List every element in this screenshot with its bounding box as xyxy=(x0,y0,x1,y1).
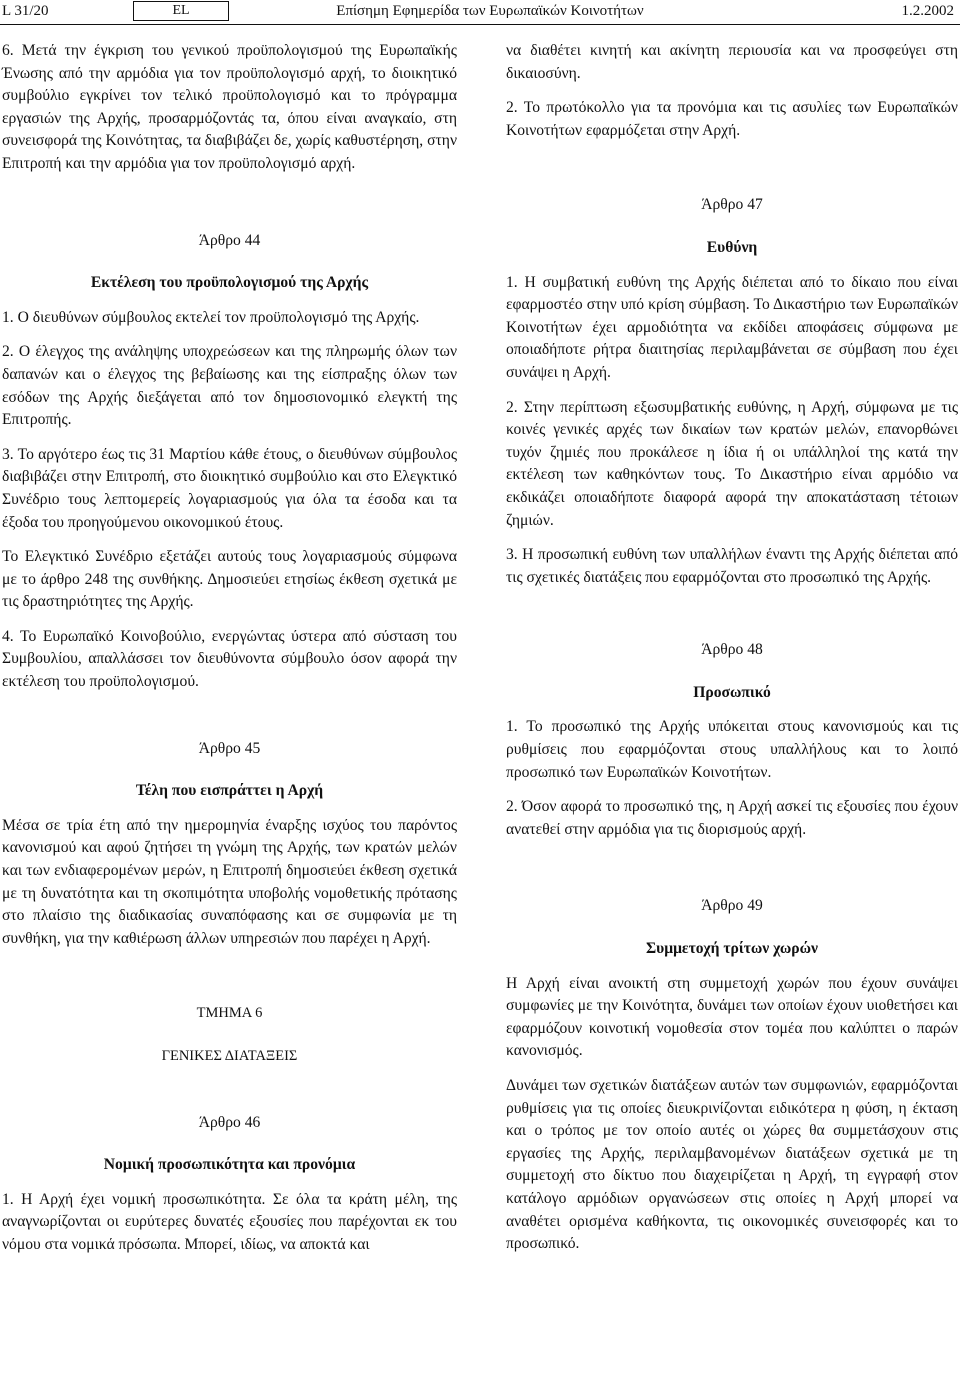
right-column xyxy=(506,40,958,1256)
paragraph: να διαθέτει κινητή και ακίνητη περιουσία και να προσφεύγει στη δικαιοσύνη. xyxy=(506,42,958,82)
paragraph: 3. Η προσωπική ευθύνη των υπαλλήλων έναντι της Αρχής διέπεται από τις σχετικές διατάξεις που εφαρμόζονται στο προσωπικό της Αρχής. xyxy=(506,546,958,586)
paragraph: 1. Η συμβατική ευθύνη της Αρχής διέπεται από το δίκαιο που είναι εφαρμοστέο στην υπό κρίση σύμβαση. Το Δικαστήριο των Ευρωπαϊκών Κοινοτήτων έχει αρμοδιότητα να εκδίδει αποφάσεις σύμφωνα με οποιαδήποτε ρήτρα διαιτησίας περιλαμβάνεται σε σύμβαση που έχει συνάψει η Αρχή. xyxy=(506,273,958,381)
page-header xyxy=(0,0,960,24)
article-number: Άρθρο 47 xyxy=(701,196,763,214)
article-number: Άρθρο 45 xyxy=(198,739,261,757)
article-title: Συμμετοχή τρίτων χωρών xyxy=(645,940,819,958)
paragraph: 1. Ο διευθύνων σύμβουλος εκτελεί τον προϋπολογισμό της Αρχής. xyxy=(2,308,420,326)
article-number: Άρθρο 44 xyxy=(198,231,261,249)
language-box: EL xyxy=(133,1,229,21)
article-number: Άρθρο 48 xyxy=(701,641,763,659)
paragraph: Το Ελεγκτικό Συνέδριο εξετάζει αυτούς τους λογαριασμούς σύμφωνα με το άρθρο 248 της συνθήκης. Δημοσιεύει ετησίως έκθεση σχετικά με τις δραστηριότητες της Αρχής. xyxy=(2,548,457,611)
paragraph: 2. Το πρωτόκολλο για τα προνόμια και τις ασυλίες των Ευρωπαϊκών Κοινοτήτων εφαρμόζεται στην Αρχή. xyxy=(506,99,958,139)
paragraph: 6. Μετά την έγκριση του γενικού προϋπολογισμού της Ευρωπαϊκής Ένωσης από την αρμόδια για τον προϋπολογισμό αρχή, το διοικητικό συμβούλιο εγκρίνει τον τελικό προϋπολογισμό και το πρόγραμμα εργασιών της Αρχής, προσαρμόζοντάς τα, όπου είναι αναγκαίο, στη συνεισφορά της Κοινότητας, τα διαβιβάζει δε, χωρίς καθυστέρηση, στην Επιτροπή και την αρμόδια για τον προϋπολογισμό αρχή. xyxy=(2,42,457,172)
paragraph: 2. Όσον αφορά το προσωπικό της, η Αρχή ασκεί τις εξουσίες που έχουν ανατεθεί στην αρμόδια για τις διορισμούς αρχή. xyxy=(506,798,958,838)
paragraph: 2. Ο έλεγχος της ανάληψης υποχρεώσεων και της πληρωμής όλων των δαπανών και ο έλεγχος της βεβαίωσης και της είσπραξης όλων των εσόδων της Αρχής διεξάγεται από τον δημοσιονομικό ελεγκτή της Επιτροπής. xyxy=(2,343,457,429)
article-title: Προσωπικό xyxy=(693,683,771,701)
article-title: Τέλη που εισπράττει η Αρχή xyxy=(135,782,324,800)
paragraph: 4. Το Ευρωπαϊκό Κοινοβούλιο, ενεργώντας ύστερα από σύσταση του Συμβουλίου, απαλλάσσει τον διευθύνοντα σύμβουλο όσον αφορά την εκτέλεση του προϋπολογισμού. xyxy=(2,627,457,691)
paragraph: 1. Το προσωπικό της Αρχής υπόκειται στους κανονισμούς και τις ρυθμίσεις που εφαρμόζονται στους υπαλλήλους και το λοιπό προσωπικό των Ευρωπαϊκών Κοινοτήτων. xyxy=(506,718,958,781)
section-number: ΤΜΗΜΑ 6 xyxy=(196,1005,263,1022)
header-rule xyxy=(0,24,960,25)
article-number: Άρθρο 49 xyxy=(701,897,763,915)
paragraph: Μέσα σε τρία έτη από την ημερομηνία έναρξης ισχύος του παρόντος κανονισμού και αφού ζητήσει τη γνώμη της Αρχής, των κρατών μελών και των ενδιαφερομένων μερών, η Επιτροπή δημοσιεύει έκθεση σχετικά με τη δυνατότητα και τη σκοπιμότητα υποβολής νομοθετικής πρότασης στο πλαίσιο της διαδικασίας συναπόφασης και σε συμφωνία με τη συνθήκη, για την καθιέρωση άλλων υπηρεσιών που παρέχει η Αρχή. xyxy=(2,816,457,947)
paragraph: 1. Η Αρχή έχει νομική προσωπικότητα. Σε όλα τα κράτη μέλη, της αναγνωρίζονται οι ευρύτερες δυνατές εξουσίες που παρέχονται εκ του νόμου στα νομικά πρόσωπα. Μπορεί, ιδίως, να αποκτά και xyxy=(2,1190,457,1253)
article-title: Νομική προσωπικότητα και προνόμια xyxy=(103,1156,356,1174)
article-title: Εκτέλεση του προϋπολογισμού της Αρχής xyxy=(90,274,369,292)
article-number: Άρθρο 46 xyxy=(198,1113,261,1131)
page-reference: L 31/20 xyxy=(2,3,49,19)
journal-title: Επίσημη Εφημερίδα των Ευρωπαϊκών Κοινοτήτων xyxy=(336,3,644,19)
paragraph: 3. Το αργότερο έως τις 31 Μαρτίου κάθε έτους, ο διευθύνων σύμβουλος διαβιβάζει στην Επιτροπή, στο διοικητικό συμβούλιο και στο Ελεγκτικό Συνέδριο τους λεπτομερείς λογαριασμούς για όλα τα έσοδα και τα έξοδα του προηγούμενου οικονομικού έτους. xyxy=(2,445,457,531)
issue-date: 1.2.2002 xyxy=(901,3,954,19)
paragraph: Η Αρχή είναι ανοικτή στη συμμετοχή χωρών που έχουν συνάψει συμφωνίες με την Κοινότητα, δυνάμει των οποίων έχουν υιοθετήσει και εφαρμόζουν κοινοτική νομοθεσία στον τομέα που καλύπτει ο παρών κανονισμός. xyxy=(506,974,958,1060)
paragraph: Δυνάμει των σχετικών διατάξεων αυτών των συμφωνιών, εφαρμόζονται ρυθμίσεις για τις οποίες διευκρινίζονται ειδικότερα η φύση, η έκταση και ο τρόπος με τον οποίο αυτές οι χώρες θα συμμετάσχουν στις εργασίες της Αρχής, περιλαμβανομένων διατάξεων σχετικά με τη συμμετοχή στο δίκτυο που διαχειρίζεται η Αρχή, τη εγγραφή στον κατάλογο αρμόδιων οργανώσεων στις οποίες η Αρχή μπορεί να αναθέτει ορισμένα καθήκοντα, τις οικονομικές συνεισφορές και το προσωπικό. xyxy=(506,1077,958,1253)
paragraph: 2. Στην περίπτωση εξωσυμβατικής ευθύνης, η Αρχή, σύμφωνα με τις κοινές γενικές αρχές των δικαίων των κρατών μελών, επανορθώνει τυχόν ζημιές που προκάλεσε η ίδια ή οι υπάλληλοί της κατά την εκτέλεση των καθηκόντων τους. Το Δικαστήριο είναι αρμόδιο να εκδικάζει οποιαδήποτε διαφορά αφορά την αποκατάσταση τέτοιων ζημιών. xyxy=(506,398,958,529)
article-title: Ευθύνη xyxy=(706,238,758,256)
section-title: ΓΕΝΙΚΕΣ ΔΙΑΤΑΞΕΙΣ xyxy=(161,1048,298,1064)
left-column xyxy=(2,40,457,1257)
